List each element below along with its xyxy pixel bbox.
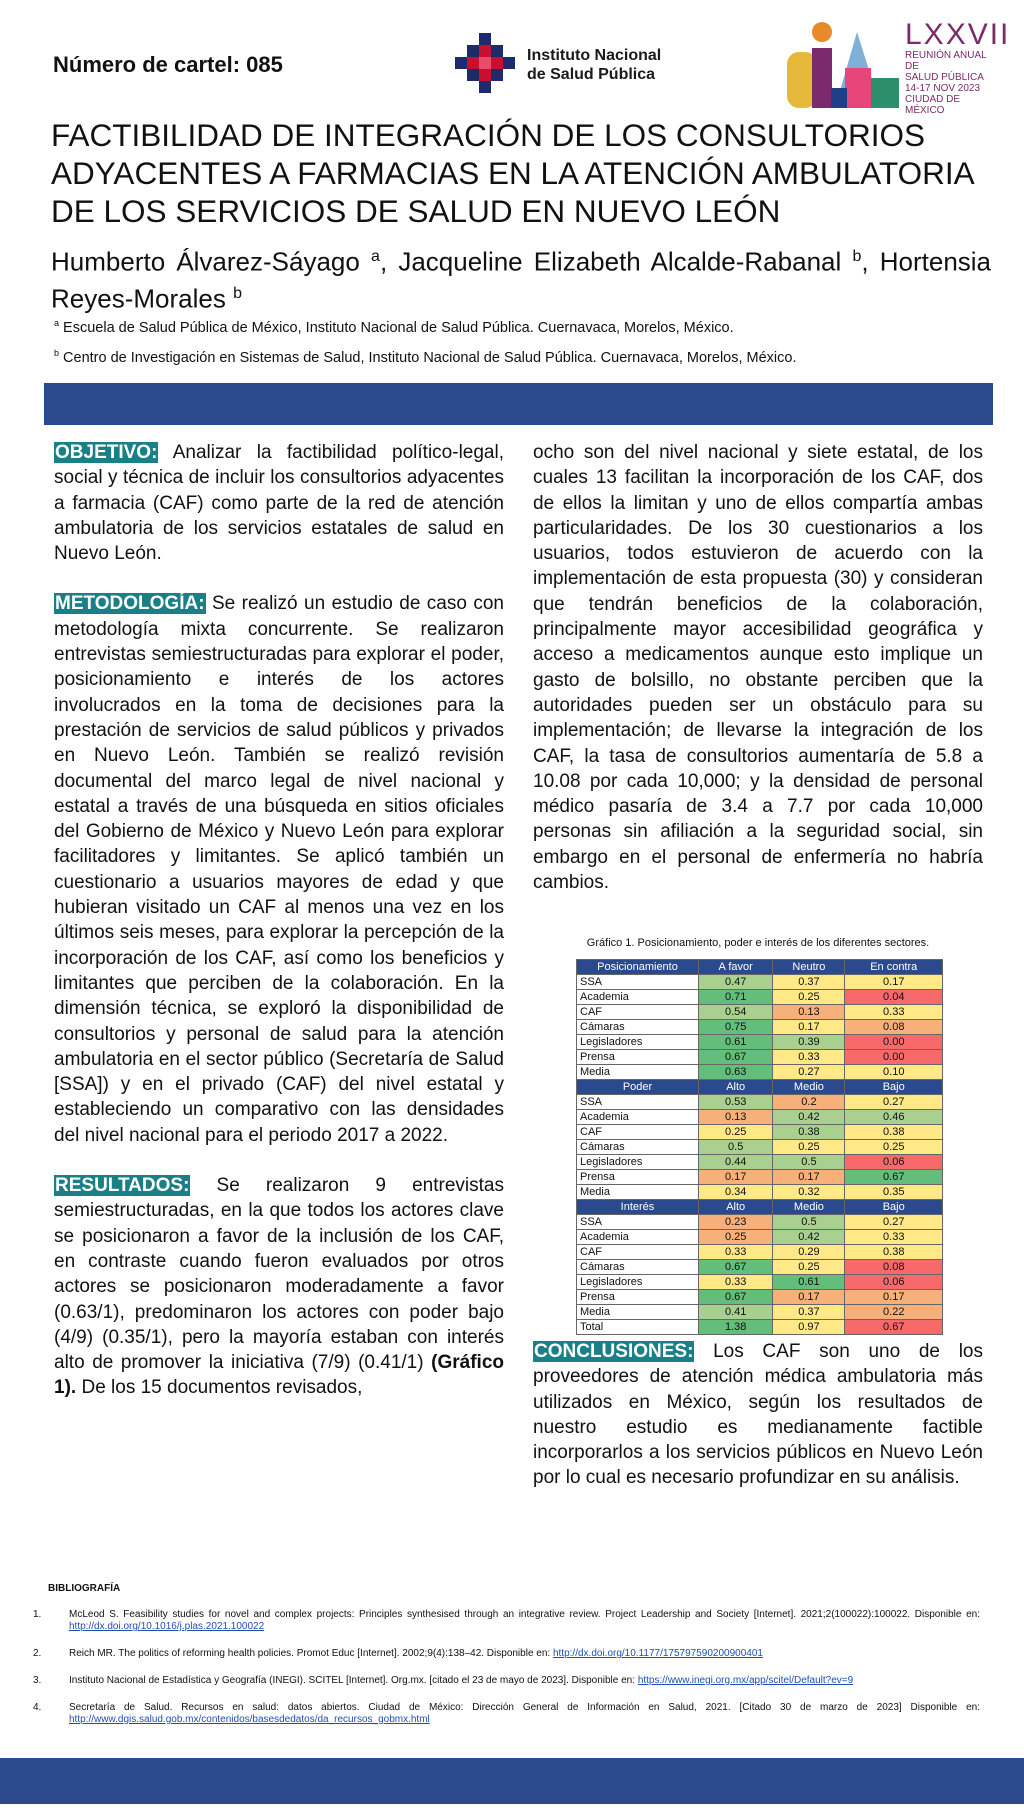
table-cell: 0.17 bbox=[845, 975, 943, 990]
insp-emblem-icon bbox=[451, 31, 521, 99]
table-cell: 0.27 bbox=[845, 1215, 943, 1230]
table-cell: 0.25 bbox=[699, 1230, 773, 1245]
table-cell: 0.13 bbox=[699, 1110, 773, 1125]
column-header: Neutro bbox=[773, 960, 845, 975]
table-row bbox=[577, 1230, 943, 1245]
table-cell: 0.53 bbox=[699, 1095, 773, 1110]
row-label: Cámaras bbox=[577, 1260, 699, 1275]
event-line2: SALUD PÚBLICA bbox=[905, 72, 984, 83]
row-label: Academia bbox=[577, 990, 699, 1005]
table-cell: 0.17 bbox=[773, 1020, 845, 1035]
left-column bbox=[54, 440, 504, 1426]
table-section-header bbox=[577, 1200, 943, 1215]
table-cell: 0.13 bbox=[773, 1005, 845, 1020]
event-logo bbox=[785, 18, 1011, 118]
institution-name-line1: Instituto Nacional bbox=[527, 47, 662, 64]
row-label: Prensa bbox=[577, 1290, 699, 1305]
institution-name-line2: de Salud Pública bbox=[527, 66, 656, 83]
chart-reference: (Gráfico 1). bbox=[54, 1352, 504, 1399]
objetivo-heading: OBJETIVO: bbox=[55, 442, 158, 463]
table-cell: 0.33 bbox=[773, 1050, 845, 1065]
table-cell: 0.44 bbox=[699, 1155, 773, 1170]
table-cell: 0.54 bbox=[699, 1005, 773, 1020]
conclusiones-section bbox=[533, 1339, 983, 1491]
section-title: Posicionamiento bbox=[577, 960, 699, 975]
column-header: Alto bbox=[699, 1200, 773, 1215]
table-row bbox=[577, 1140, 943, 1155]
bibliography-item bbox=[30, 1702, 980, 1726]
bibliography-item bbox=[30, 1648, 980, 1660]
chart-caption: Gráfico 1. Posicionamiento, poder e interés de los diferentes sectores. bbox=[586, 937, 930, 949]
table-cell: 0.25 bbox=[699, 1125, 773, 1140]
row-label: SSA bbox=[577, 1095, 699, 1110]
results-table bbox=[576, 959, 943, 1335]
author-name: Jacqueline Elizabeth Alcalde-Rabanal bbox=[398, 246, 842, 277]
table-cell: 0.27 bbox=[845, 1095, 943, 1110]
row-label: Cámaras bbox=[577, 1140, 699, 1155]
poster-title: FACTIBILIDAD DE INTEGRACIÓN DE LOS CONSULTORIOS ADYACENTES A FARMACIAS EN LA ATENCIÓN AMBULATORIA DE LOS SERVICIOS DE SALUD EN NUEVO LEÓN bbox=[51, 117, 973, 229]
reference-text: McLeod S. Feasibility studies for novel and complex projects: Principles synthesised through an integrative review. Project Leadership and Society [Internet]. 2021;2(100022):100022. Disponible en: bbox=[69, 1609, 980, 1620]
table-row bbox=[577, 1320, 943, 1335]
column-header: Medio bbox=[773, 1080, 845, 1095]
resultados-text-before: Se realizaron 9 entrevistas semiestructuradas, en la que todos los actores clave se posicionaron a favor de la inclusión de los CAF, en contraste cuando fueron evaluados por otros actores se posicionaron moderadamente a favor (0.63/1), predominaron los actores con poder bajo (4/9) (0.35/1), pero la mayoría estaban con interés alto de promover la iniciativa (7/9) (0.41/1) bbox=[54, 1175, 504, 1374]
table-cell: 0.00 bbox=[845, 1050, 943, 1065]
table-cell: 0.10 bbox=[845, 1065, 943, 1080]
top-divider-band bbox=[44, 383, 993, 425]
table-row bbox=[577, 1155, 943, 1170]
table-cell: 0.42 bbox=[773, 1230, 845, 1245]
table-cell: 0.22 bbox=[845, 1305, 943, 1320]
reference-text: Reich MR. The politics of reforming health policies. Promot Educ [Internet]. 2002;9(4):138–42. Disponible en: bbox=[69, 1648, 553, 1659]
table-cell: 0.08 bbox=[845, 1260, 943, 1275]
reference-number: 3. bbox=[33, 1675, 42, 1686]
table-cell: 0.67 bbox=[845, 1320, 943, 1335]
row-label: Legisladores bbox=[577, 1275, 699, 1290]
table-cell: 0.67 bbox=[699, 1260, 773, 1275]
column-header: Medio bbox=[773, 1200, 845, 1215]
reference-number: 2. bbox=[33, 1648, 42, 1659]
table-cell: 0.06 bbox=[845, 1155, 943, 1170]
reference-text: Secretaría de Salud. Recursos en salud: datos abiertos. Ciudad de México: Dirección General de Información en Salud, 2021. [Citado 30 de marzo de 2023] Disponible en: bbox=[69, 1702, 980, 1713]
table-cell: 0.17 bbox=[773, 1170, 845, 1185]
reference-link[interactable]: http://dx.doi.org/10.1016/j.plas.2021.100022 bbox=[69, 1621, 265, 1632]
resultados-text-continued: De los 15 documentos revisados, bbox=[76, 1377, 363, 1399]
event-figures-icon bbox=[785, 22, 903, 112]
objetivo-section bbox=[54, 440, 504, 566]
section-title: Interés bbox=[577, 1200, 699, 1215]
affiliation-text: Escuela de Salud Pública de México, Instituto Nacional de Salud Pública. Cuernavaca, Morelos, México. bbox=[63, 319, 734, 336]
table-cell: 0.25 bbox=[773, 990, 845, 1005]
row-label: Legisladores bbox=[577, 1155, 699, 1170]
table-cell: 0.34 bbox=[699, 1185, 773, 1200]
table-row bbox=[577, 975, 943, 990]
table-cell: 0.61 bbox=[699, 1035, 773, 1050]
table-cell: 0.38 bbox=[773, 1125, 845, 1140]
reference-number: 1. bbox=[33, 1609, 42, 1620]
table-row bbox=[577, 1125, 943, 1140]
table-cell: 0.5 bbox=[699, 1140, 773, 1155]
row-label: Total bbox=[577, 1320, 699, 1335]
column-header: A favor bbox=[699, 960, 773, 975]
table-cell: 0.67 bbox=[699, 1290, 773, 1305]
table-row bbox=[577, 1290, 943, 1305]
metodologia-text: Se realizó un estudio de caso con metodología mixta concurrente. Se realizaron entrevistas semiestructuradas para explorar el poder, posicionamiento e interés de los actores involucrados en la toma de decisiones para la prestación de servicios de salud públicos y privados en Nuevo León. También se realizó revisión documental del marco legal de nivel nacional y estatal a través de una búsqueda en sitios oficiales del Gobierno de México y Nuevo León para explorar facilitadores y limitantes. Se aplicó también un cuestionario a usuarios mayores de edad y que hubieran visitado un CAF al menos una vez en los últimos seis meses, para explorar la percepción de la incorporación de los CAF, así como los beneficios y limitantes que perciben de la colaboración. En la dimensión técnica, se exploró la disponibilidad de consultorios y personal de salud para la atención ambulatoria en el sector público (Secretaría de Salud [SSA]) y en el privado (CAF) del nivel estatal y estableciendo un comparativo con las densidades del nivel nacional para el periodo 2017 a 2022. bbox=[54, 593, 504, 1146]
table-cell: 0.42 bbox=[773, 1110, 845, 1125]
table-cell: 1.38 bbox=[699, 1320, 773, 1335]
resultados-continuation bbox=[533, 440, 983, 895]
reference-number: 4. bbox=[33, 1702, 42, 1713]
table-cell: 0.5 bbox=[773, 1155, 845, 1170]
table-cell: 0.33 bbox=[699, 1245, 773, 1260]
table-row bbox=[577, 1005, 943, 1020]
table-cell: 0.67 bbox=[845, 1170, 943, 1185]
table-cell: 0.35 bbox=[845, 1185, 943, 1200]
table-cell: 0.06 bbox=[845, 1275, 943, 1290]
section-title: Poder bbox=[577, 1080, 699, 1095]
table-row bbox=[577, 1305, 943, 1320]
event-line1: REUNIÓN ANUAL DE bbox=[905, 50, 987, 72]
affiliation-b bbox=[54, 348, 797, 366]
table-cell: 0.37 bbox=[773, 1305, 845, 1320]
metodologia-section bbox=[54, 591, 504, 1148]
table-cell: 0.97 bbox=[773, 1320, 845, 1335]
table-cell: 0.75 bbox=[699, 1020, 773, 1035]
metodologia-heading: METODOLOGÍA: bbox=[55, 593, 205, 615]
row-label: CAF bbox=[577, 1005, 699, 1020]
column-header: Bajo bbox=[845, 1200, 943, 1215]
table-row bbox=[577, 1095, 943, 1110]
poster-number: Número de cartel: 085 bbox=[53, 52, 283, 77]
author-superscript: b bbox=[233, 284, 242, 302]
table-cell: 0.5 bbox=[773, 1215, 845, 1230]
row-label: CAF bbox=[577, 1125, 699, 1140]
table-cell: 0.08 bbox=[845, 1020, 943, 1035]
row-label: Legisladores bbox=[577, 1035, 699, 1050]
bibliography-title: BIBLIOGRAFÍA bbox=[48, 1583, 121, 1594]
bibliography-item bbox=[30, 1675, 980, 1687]
table-cell: 0.32 bbox=[773, 1185, 845, 1200]
author-list: Humberto Álvarez-Sáyago $^a$, Jacqueline Elizabeth Alcalde-Rabanal $^b$, Hortensia Reyes-Morales $^b$ bbox=[51, 246, 992, 314]
table-cell: 0.63 bbox=[699, 1065, 773, 1080]
table-cell: 0.37 bbox=[773, 975, 845, 990]
table-cell: 0.17 bbox=[845, 1290, 943, 1305]
table-cell: 0.61 bbox=[773, 1275, 845, 1290]
table-cell: 0.46 bbox=[845, 1110, 943, 1125]
table-cell: 0.04 bbox=[845, 990, 943, 1005]
table-cell: 0.71 bbox=[699, 990, 773, 1005]
table-row bbox=[577, 1035, 943, 1050]
column-header: Bajo bbox=[845, 1080, 943, 1095]
table-cell: 0.17 bbox=[699, 1170, 773, 1185]
row-label: Prensa bbox=[577, 1170, 699, 1185]
resultados-text-continued: ocho son del nivel nacional y siete estatal, de los cuales 13 facilitan la incorporación de los CAF, dos de ellos la limitan y uno de ellos compartía ambas particularidades. De los 30 cuestionarios a los usuarios, todos estuvieron de acuerdo con la implementación de esta propuesta (30) y consideran que tendrán beneficios de la colaboración, principalmente mayor accesibilidad geográfica y acceso a medicamentos aunque esto implique un gasto de bolsillo, no obstante perciben que la autoridades pueden ser un obstáculo para su implementación; de llevarse la integración de los CAF, la tasa de consultorios aumentaría de 5.8 a 10.08 por cada 10,000; y la densidad de personal médico pasaría de 3.4 a 7.7 por cada 10,000 personas sin afiliación a la seguridad social, sin embargo en el personal de enfermería no habría cambios. bbox=[533, 442, 983, 894]
table-cell: 0.38 bbox=[845, 1125, 943, 1140]
resultados-heading: RESULTADOS: bbox=[55, 1175, 190, 1197]
row-label: CAF bbox=[577, 1245, 699, 1260]
table-cell: 0.33 bbox=[845, 1005, 943, 1020]
row-label: Media bbox=[577, 1305, 699, 1320]
right-column bbox=[533, 440, 983, 895]
row-label: SSA bbox=[577, 975, 699, 990]
table-cell: 0.29 bbox=[773, 1245, 845, 1260]
insp-logo bbox=[451, 30, 671, 100]
author-superscript: b bbox=[852, 248, 862, 265]
table-row bbox=[577, 1020, 943, 1035]
table-row bbox=[577, 1050, 943, 1065]
event-line3: 14-17 NOV 2023 bbox=[905, 83, 981, 94]
conclusiones-text: Los CAF son uno de los proveedores de atención médica ambulatoria más utilizados en México, según los resultados de nuestro estudio es medianamente factible incorporarlos a los servicios públicos en Nuevo León por lo cual es necesario profundizar en su análisis. bbox=[533, 1341, 983, 1489]
table-section-header bbox=[577, 1080, 943, 1095]
conclusiones-heading: CONCLUSIONES: bbox=[534, 1341, 694, 1362]
affiliation-text: Centro de Investigación en Sistemas de Salud, Instituto Nacional de Salud Pública. Cuernavaca, Morelos, México. bbox=[63, 349, 797, 366]
table-cell: 0.25 bbox=[773, 1260, 845, 1275]
objetivo-text: Analizar la factibilidad político-legal, social y técnica de incluir los consultorios adyacentes a farmacia (CAF) como parte de la red de atención ambulatoria de los servicios estatales de salud en Nuevo León. bbox=[54, 442, 504, 565]
table-cell: 0.2 bbox=[773, 1095, 845, 1110]
column-header: Alto bbox=[699, 1080, 773, 1095]
affiliation-superscript: a bbox=[54, 318, 60, 328]
table-row bbox=[577, 1110, 943, 1125]
table-cell: 0.17 bbox=[773, 1290, 845, 1305]
table-cell: 0.39 bbox=[773, 1035, 845, 1050]
reference-link[interactable]: http://dx.doi.org/10.1177/175797590200900401 bbox=[552, 1648, 763, 1659]
row-label: Media bbox=[577, 1065, 699, 1080]
table-row bbox=[577, 1275, 943, 1290]
row-label: Academia bbox=[577, 1230, 699, 1245]
affiliation-superscript: b bbox=[54, 348, 60, 358]
table-row bbox=[577, 1065, 943, 1080]
bottom-divider-band bbox=[0, 1758, 1024, 1804]
table-cell: 0.25 bbox=[773, 1140, 845, 1155]
table-section-header bbox=[577, 960, 943, 975]
table-row bbox=[577, 1215, 943, 1230]
table-row bbox=[577, 1185, 943, 1200]
table-cell: 0.41 bbox=[699, 1305, 773, 1320]
table-cell: 0.47 bbox=[699, 975, 773, 990]
resultados-section bbox=[54, 1173, 504, 1401]
row-label: Media bbox=[577, 1185, 699, 1200]
author-name: Humberto Álvarez-Sáyago bbox=[51, 246, 360, 277]
table-cell: 0.27 bbox=[773, 1065, 845, 1080]
reference-link[interactable]: https://www.inegi.org.mx/app/scitel/Default?ev=9 bbox=[637, 1675, 854, 1686]
table-row bbox=[577, 1245, 943, 1260]
reference-text: Instituto Nacional de Estadística y Geografía (INEGI). SCITEL [Internet]. Org.mx. [citado el 23 de mayo de 2023]. Disponible en: bbox=[69, 1675, 638, 1686]
event-number: LXXVII bbox=[905, 18, 1011, 51]
author-superscript: a bbox=[371, 248, 380, 265]
table-cell: 0.67 bbox=[699, 1050, 773, 1065]
table-cell: 0.33 bbox=[845, 1230, 943, 1245]
reference-link[interactable]: http://www.dgis.salud.gob.mx/contenidos/basesdedatos/da_recursos_gobmx.html bbox=[69, 1714, 430, 1725]
table-row bbox=[577, 1170, 943, 1185]
table-row bbox=[577, 1260, 943, 1275]
row-label: Academia bbox=[577, 1110, 699, 1125]
table-cell: 0.23 bbox=[699, 1215, 773, 1230]
table-cell: 0.25 bbox=[845, 1140, 943, 1155]
author-name: Hortensia Reyes-Morales bbox=[51, 246, 992, 314]
table-cell: 0.38 bbox=[845, 1245, 943, 1260]
row-label: Cámaras bbox=[577, 1020, 699, 1035]
table-cell: 0.00 bbox=[845, 1035, 943, 1050]
bibliography-item bbox=[30, 1609, 980, 1633]
table-row bbox=[577, 990, 943, 1005]
row-label: SSA bbox=[577, 1215, 699, 1230]
table-cell: 0.33 bbox=[699, 1275, 773, 1290]
column-header: En contra bbox=[845, 960, 943, 975]
event-line4: CIUDAD DE MÉXICO bbox=[905, 94, 961, 116]
affiliation-a bbox=[54, 318, 734, 336]
row-label: Prensa bbox=[577, 1050, 699, 1065]
